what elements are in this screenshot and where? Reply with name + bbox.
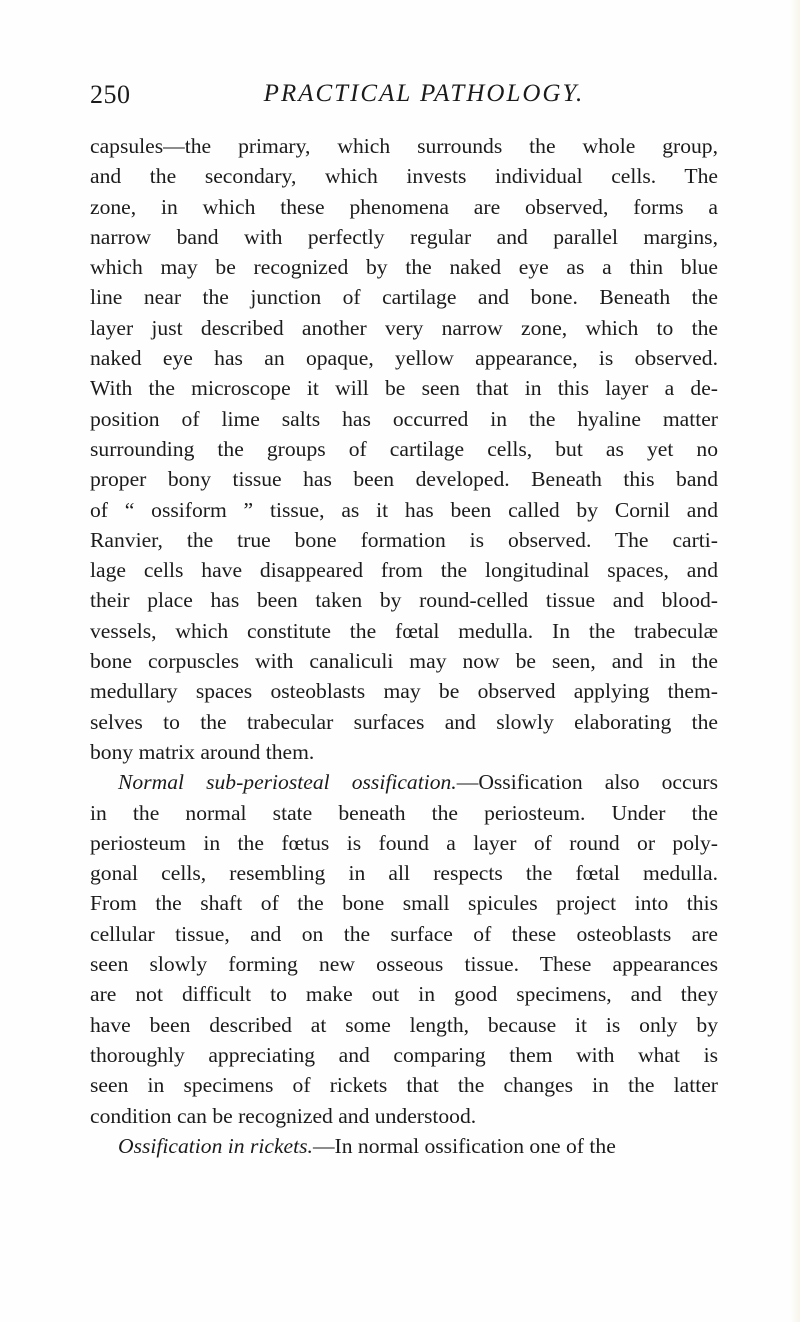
text-line: thoroughly appreciating and comparing them with what is (90, 1042, 718, 1067)
text-line: condition can be recognized and understood. (90, 1103, 477, 1128)
page-header (90, 80, 718, 116)
paragraph-continuation (90, 131, 718, 767)
text-line: vessels, which constitute the fœtal medulla. In the trabeculæ (90, 618, 718, 643)
body-text (90, 131, 718, 1161)
text-line: proper bony tissue has been developed. Beneath this band (90, 467, 718, 492)
text-line: position of lime salts has occurred in the hyaline matter (90, 406, 718, 431)
text-line: lage cells have disappeared from the longitudinal spaces, and (90, 558, 718, 583)
paragraph-first-line (90, 1131, 718, 1161)
text-line: Ranvier, the true bone formation is observed. The carti- (90, 527, 718, 552)
section-heading: Normal sub-periosteal ossification. (118, 770, 457, 795)
text-line: and the secondary, which invests individual cells. The (90, 164, 718, 189)
text-line: With the microscope it will be seen that in this layer a de- (90, 376, 718, 401)
paragraph-sub-periosteal (90, 767, 718, 1131)
text-line: seen in specimens of rickets that the changes in the latter (90, 1073, 718, 1098)
text-line: of “ ossiform ” tissue, as it has been called by Cornil and (90, 497, 718, 522)
running-head: PRACTICAL PATHOLOGY. (263, 80, 585, 107)
text-line: seen slowly forming new osseous tissue. These appearances (90, 952, 718, 977)
text-line: capsules—the primary, which surrounds the whole group, (90, 134, 718, 158)
text-line: cellular tissue, and on the surface of these osteoblasts are (90, 921, 718, 946)
text-line: medullary spaces osteoblasts may be observed applying them- (90, 679, 718, 704)
paragraph-first-line (90, 767, 718, 797)
paragraph-rickets (90, 1131, 718, 1161)
page-number: 250 (90, 80, 131, 109)
text-line: gonal cells, resembling in all respects the fœtal medulla. (90, 861, 718, 886)
text-line: surrounding the groups of cartilage cells, but as yet no (90, 436, 718, 461)
text-line: layer just described another very narrow zone, which to the (90, 315, 718, 340)
text-line: have been described at some length, because it is only by (90, 1012, 718, 1037)
section-heading: Ossification in rickets. (118, 1133, 313, 1158)
text-line: narrow band with perfectly regular and parallel margins, (90, 224, 718, 249)
text-line: in the normal state beneath the periosteum. Under the (90, 800, 718, 825)
text-line: bony matrix around them. (90, 739, 315, 764)
text-line: line near the junction of cartilage and bone. Beneath the (90, 285, 718, 310)
text-line: naked eye has an opaque, yellow appearance, is observed. (90, 346, 718, 371)
text-fragment: —Ossification also occurs (456, 770, 718, 795)
text-line: are not difficult to make out in good specimens, and they (90, 982, 718, 1007)
text-line: zone, in which these phenomena are observed, forms a (90, 194, 718, 219)
text-line: From the shaft of the bone small spicules project into this (90, 891, 718, 916)
text-line: their place has been taken by round-celled tissue and blood- (90, 588, 718, 613)
text-line: bone corpuscles with canaliculi may now be seen, and in the (90, 649, 718, 674)
text-line: selves to the trabecular surfaces and slowly elaborating the (90, 709, 718, 734)
page-edge-shadow (790, 0, 800, 1322)
text-line: periosteum in the fœtus is found a layer of round or poly- (90, 830, 718, 855)
text-line: which may be recognized by the naked eye as a thin blue (90, 255, 718, 280)
text-fragment: —In normal ossification one of the (312, 1133, 616, 1158)
